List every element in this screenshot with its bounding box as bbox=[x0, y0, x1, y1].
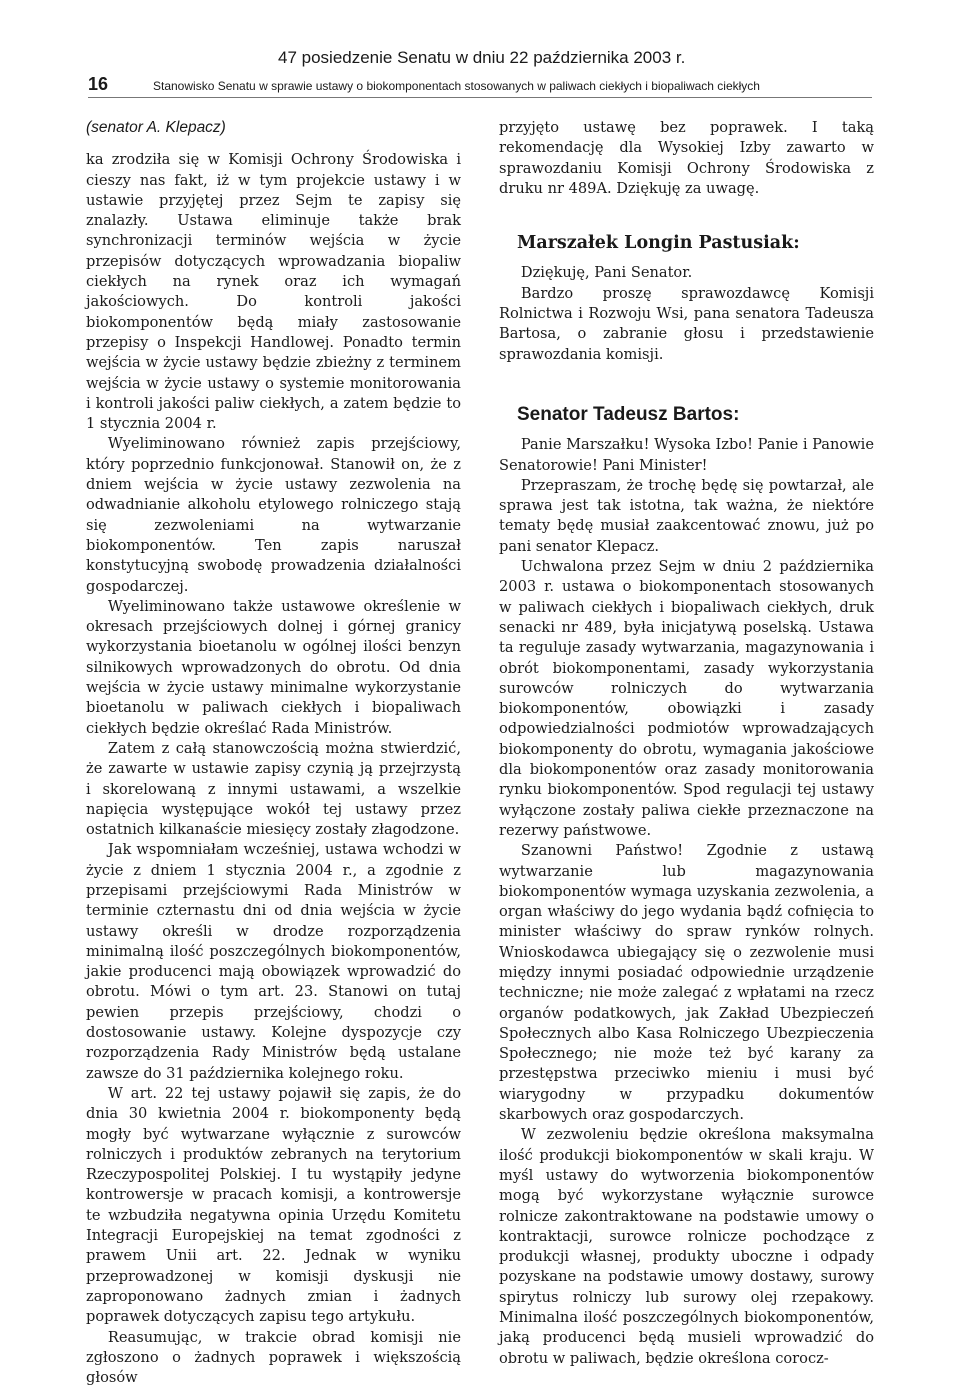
paragraph: ka zrodziła się w Komisji Ochrony Środowiska i cieszy nas fakt, iż w tym projekcie ustawy i w ustawie przyjętej przez Sejm te zapisy się znalazły. Ustawa eliminuje także brak synchronizacji terminów wejścia w życie przepisów dotyczących wprowadzania biopaliw ciekłych na rynek oraz ich wymagań jakościowych. Do kontroli jakości biokomponentów będą miały zastosowanie przepisy o Inspekcji Handlowej. Ponadto termin wejścia w życie ustawy będzie zbieżny z terminem wejścia w życie ustawy o systemie monitorowania i kontroli jakości paliw ciekłych, a zatem będzie to 1 stycznia 2004 r. bbox=[86, 151, 461, 433]
paragraph: Panie Marszałku! Wysoka Izbo! Panie i Panowie Senatorowie! Pani Minister! bbox=[499, 436, 874, 474]
speaker-heading-marshal: Marszałek Longin Pastusiak: bbox=[517, 233, 800, 254]
session-title: 47 posiedzenie Senatu w dniu 22 października 2003 r. bbox=[278, 48, 686, 67]
paragraph: W zezwoleniu będzie określona maksymalna ilość produkcji biokomponentów w skali kraju. W myśl ustawy do wytworzenia biokomponentów mogą być wykorzystane wyłącznie surowce rolnicze zakontraktowane na podstawie umowy o kontraktacji, surowce rolnicze pochodzące z produkcji własnej, produkty uboczne i odpady pozyskane na podstawie umowy dostawy, surowy spirytus rolniczy lub surowy olej rzepakowy. Minimalna ilość poszczególnych biokomponentów, jaką producenci będą musieli wprowadzić do obrotu w paliwach, będzie określona corocz- bbox=[499, 1126, 874, 1367]
paragraph: Wyeliminowano również zapis przejściowy, który poprzednio funkcjonował. Stanowił on, że z dniem wejścia w życie ustawy zezwolenia na odwadnianie alkoholu etylowego rolniczego stają się zezwoleniami na wytwarzanie biokomponentów. Ten zapis naruszał konstytucyjną swobodę prowadzenia działalności gospodarczej. bbox=[86, 435, 461, 595]
page-number: 16 bbox=[88, 74, 109, 94]
paragraph: Uchwalona przez Sejm w dniu 2 października 2003 r. ustawa o biokomponentach stosowanych w paliwach ciekłych i biopaliwach ciekłych, druk senacki nr 489, była inicjatywą poselską. Ustawa ta reguluje zasady wytwarzania, magazynowania i obrót biokomponentami, zasady wykorzystania surowców rolniczych do wytwarzania biokomponentów, obowiązki i zasady odpowiedzialności podmiotów wprowadzających biokomponenty do obrotu, wymagania jakościowe dla biokomponentów oraz zasady monitorowania rynku biokomponentów. Spod regulacji tej ustawy wyłączone zostały paliwa ciekłe przeznaczone na rezerwy państwowe. bbox=[499, 558, 874, 839]
paragraph: Szanowni Państwo! Zgodnie z ustawą wytwarzanie lub magazynowania biokomponentów wymaga uzyskania zezwolenia, a organ właściwy do jego wydania bądź cofnięcia to minister właściwy do spraw rynków rolnych. Wnioskodawca ubiegający się o zezwolenie musi między innymi posiadać odpowiednie urządzenie techniczne; nie może zalegać z wpłatami na rzecz organów podatkowych, jak Zakład Ubezpieczeń Społecznych albo Kasa Rolniczego Ubezpieczenia Społecznego; nie może też być karany za przestępstwa przeciwko mieniu i musi być wiarygodny w przypadku dokumentów skarbowych oraz gospodarczych. bbox=[499, 842, 874, 1124]
paragraph: Bardzo proszę sprawozdawcę Komisji Rolnictwa i Rozwoju Wsi, pana senatora Tadeusza Bartosa, o zabranie głosu i przedstawienie sprawozdania komisji. bbox=[499, 284, 874, 363]
paragraph: Jak wspomniałam wcześniej, ustawa wchodzi w życie z dniem 1 stycznia 2004 r., a zgodnie z przepisami przejściowymi Rada Ministrów w terminie czternastu dni od dnia wejścia w życie ustawy określi w drodze rozporządzenia minimalną ilość poszczególnych biokomponentów, jakie producenci mają obowiązek wprowadzić do obrotu. Mówi o tym art. 23. Stanowi on tutaj pewien przepis przejściowy, chodzi o dostosowanie ustawy. Kolejne dyspozycje czy rozporządzenia Rady Ministrów będą ustalane zawsze do 31 października kolejnego roku. bbox=[86, 841, 461, 1082]
page-header bbox=[88, 0, 872, 98]
paragraph: W art. 22 tej ustawy pojawił się zapis, że do dnia 30 kwietnia 2004 r. biokomponenty będą mogły być wytwarzane wyłącznie z surowców rolniczych i produktów zebranych na terytorium Rzeczypospolitej Polskiej. I tu wystąpiły jedyne kontrowersje w pracach komisji, a kontrowersje te wzbudziła negatywna opinia Urzędu Komitetu Integracji Europejskiej na temat zgodności z prawem Unii art. 22. Jednak w wyniku przeprowadzonej w komisji dyskusji nie zaproponowano żadnych zmian i żadnych poprawek dotyczących zapisu tego artykułu. bbox=[86, 1084, 461, 1326]
paragraph: przyjęto ustawę bez poprawek. I taką rekomendację dla Wysokiej Izby zawarto w sprawozdaniu Komisji Ochrony Środowiska z druku nr 489A. Dziękuję za uwagę. bbox=[499, 119, 874, 197]
paragraph: Dziękuję, Pani Senator. bbox=[520, 264, 693, 282]
left-column bbox=[86, 118, 461, 1388]
paragraph: Wyeliminowano także ustawowe określenie w okresach przejściowych dolnej i górnej granicy wykorzystania bioetanolu w ogólnej ilości benzyn silnikowych wprowadzonych do obrotu. Od dnia wejścia w życie ustawy minimalne wykorzystanie bioetanolu w paliwach ciekłych i biopaliwach ciekłych będzie określać Rada Ministrów. bbox=[86, 597, 461, 737]
speaker-note: (senator A. Klepacz) bbox=[86, 119, 226, 136]
section-subtitle: Stanowisko Senatu w sprawie ustawy o biokomponentach stosowanych w paliwach ciekłych i biopaliwach ciekłych bbox=[153, 79, 760, 93]
paragraph: Reasumując, w trakcie obrad komisji nie zgłoszono o żadnych poprawek i większością głosów bbox=[86, 1328, 461, 1387]
paragraph: Zatem z całą stanowczością można stwierdzić, że zawarte w ustawie zapisy czynią ją przejrzystą i skorelowaną z innymi ustawami, a wszelkie napięcia występujące wokół tej ustawy przez ostatnich kilkanaście miesięcy zostały złagodzone. bbox=[86, 739, 461, 839]
paragraph: Przepraszam, że trochę będę się powtarzał, ale sprawa jest tak istotna, tak ważna, że niektóre tematy będę musiał zaakcentować znowu, już po pani senator Klepacz. bbox=[499, 476, 874, 555]
right-column bbox=[499, 118, 874, 1369]
header-divider bbox=[88, 97, 872, 98]
speaker-heading-senator: Senator Tadeusz Bartos: bbox=[517, 403, 740, 425]
